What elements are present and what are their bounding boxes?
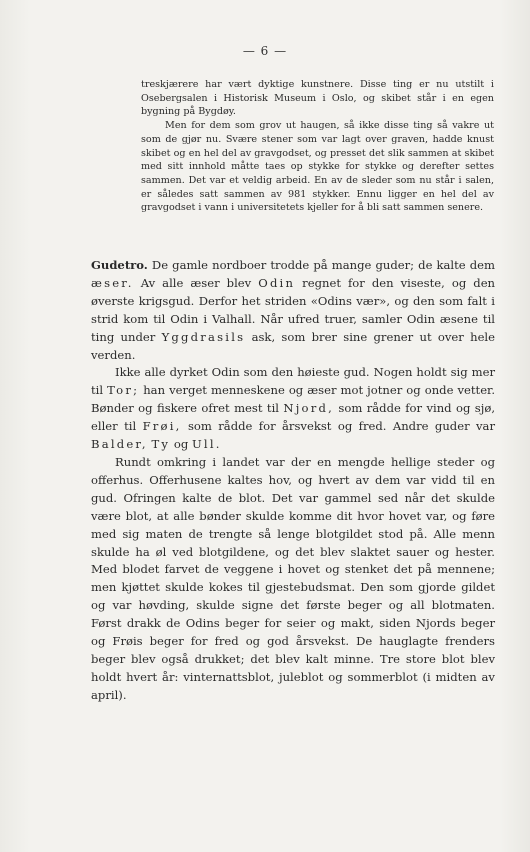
section-heading: Gudetro.	[91, 258, 148, 272]
spaced-term: Odin	[258, 275, 296, 290]
gudetro-paragraph-3: Rundt omkring i landet var der en mengde hellige steder og offerhus. Offerhusene kaltes hov, og hvert av dem var vidd til en gud. Ofringen kalte de blot. Det var gammel sed når det skulde være blot, at alle bønder skulde komme dit hvor hovet var, og føre med sig maten de trengte så lenge blotgildet stod på. Alle menn skulde ha øl ved blotgildene, og det blev slaktet sauer og hester. Med blodet farvet de veggene i hovet og stenket det på mennene; men kjøttet skulde kokes til gjestebudsmat. Den som gjorde gildet og var høvding, skulde signe det første beger og all blotmaten. Først drakk de Odins beger for seier og makt, siden Njords beger og Frøis beger for fred og god årsvekst. De hauglagte frenders beger blev også drukket; det blev kalt minne. Tre store blot blev holdt hvert år: vinternattsblot, juleblot og sommerblot (i midten av april).	[91, 454, 495, 702]
spaced-term: Balder,	[91, 437, 148, 452]
page-number: — 6 —	[242, 44, 288, 58]
spaced-term: Frøi,	[142, 419, 182, 434]
text-run: regnet for den viseste, og den øverste krigsgud. Derfor het striden «Odins vær», og den som falt i strid kom til Odin i Valhall. Når ufred truer, samler Odin æsene til ting under	[91, 275, 496, 344]
text-run: som rådde for årsvekst og fred. Andre guder var	[187, 419, 496, 434]
text-run: Av alle æser blev	[140, 275, 252, 290]
text-run: og	[173, 437, 189, 452]
text-run: ask, som brer sine grener ut over hele verden.	[91, 329, 495, 362]
text-run: han verget menneskene og æser mot jotner og onde vetter. Bønder og fiskere ofret mest til	[91, 383, 496, 416]
text-run: De gamle nordboer trodde på mange guder; de kalte dem	[151, 258, 496, 272]
small-print-section	[141, 78, 494, 215]
spaced-term: æser.	[91, 275, 134, 290]
text-run: Ikke alle dyrket Odin som den høieste gud. Nogen holdt sig mer til	[91, 365, 495, 398]
gudetro-section	[91, 257, 495, 705]
spaced-term: Njord,	[283, 401, 334, 416]
small-paragraph-2: Men for dem som grov ut haugen, så ikke disse ting så vakre ut som de gjør nu. Svære stener som var lagt over graven, hadde knust skibet og en hel del av gravgodset, og presset det slik sammen at skibet med sitt innhold måtte taes op stykke for stykke og derefter settes sammen. Det var et veldig arbeid. En av de sleder som nu står i salen, er således satt sammen av 981 stykker. Ennu ligger en hel del av gravgodset i vann i universitetets kjeller for å bli satt sammen senere.	[141, 120, 494, 214]
text-run: som rådde for vind og sjø, eller til	[91, 401, 496, 434]
spaced-term: Ty	[151, 437, 171, 452]
gudetro-paragraph-2	[91, 364, 495, 454]
spaced-term: Tor;	[107, 383, 140, 398]
spaced-term: Yggdrasils	[161, 329, 246, 344]
spaced-term: Ull.	[191, 437, 222, 452]
small-paragraph-1: treskjærere har vært dyktige kunstnere. Disse ting er nu utstilt i Osebergsalen i Historisk Museum i Oslo, og skibet står i en egen bygning på Bygdøy.	[141, 79, 494, 118]
gudetro-paragraph-1	[91, 257, 495, 364]
